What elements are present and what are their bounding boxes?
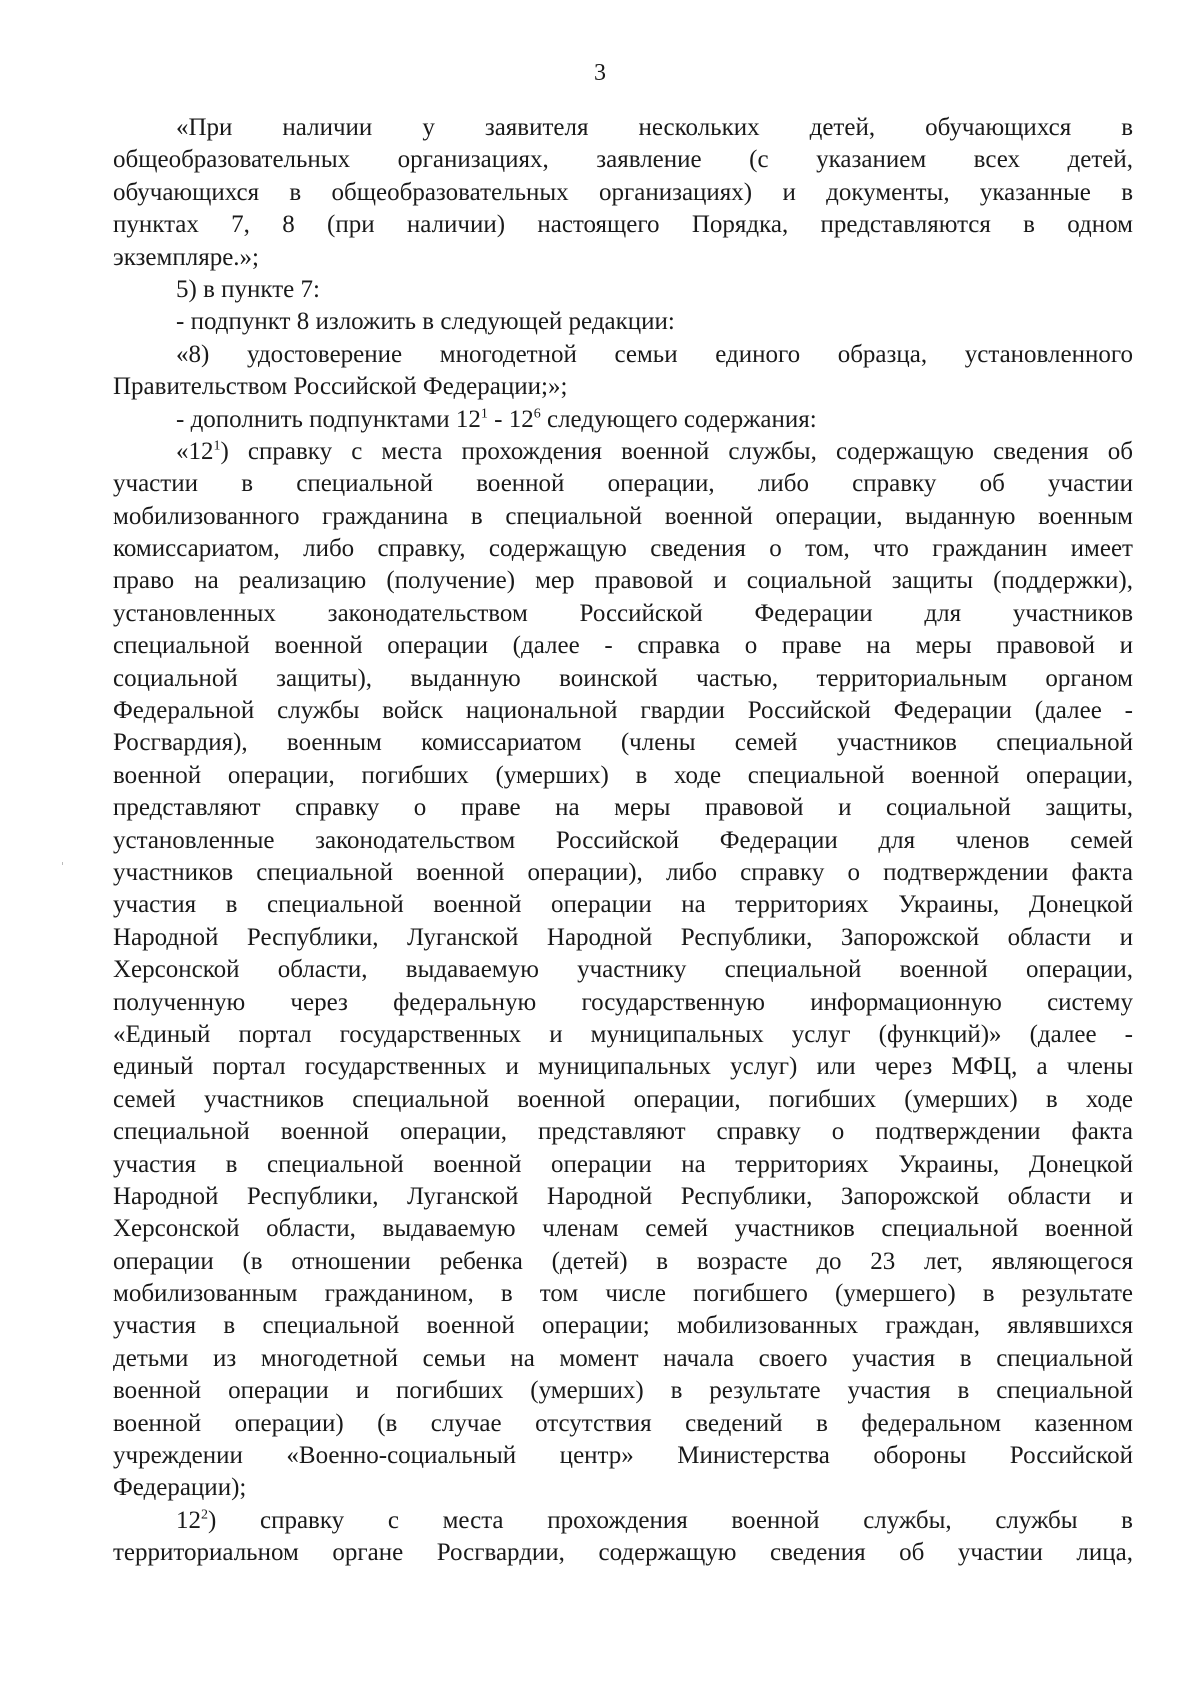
text-segment: военной операции, погибших (умерших) в ходе специальной военной операции, [113,761,1133,789]
text-line [113,889,1133,921]
text-line [113,371,1133,403]
superscript: 2 [201,1507,208,1523]
text-segment: Народной Республики, Луганской Народной Республики, Запорожской области и [113,923,1133,951]
text-segment: Народной Республики, Луганской Народной Республики, Запорожской области и [113,1182,1133,1210]
superscript: 1 [213,438,221,454]
text-segment: Росгвардия), военным комиссариатом (члены семей участников специальной [113,729,1133,757]
text-line [113,274,1133,306]
text-line [113,954,1133,986]
text-line [113,1278,1133,1310]
text-segment: специальной военной операции (далее - справка о праве на меры правовой и [113,632,1133,660]
text-line [113,630,1133,662]
text-line [113,177,1133,209]
text-line [113,792,1133,824]
text-segment: участия в специальной военной операции на территориях Украины, Донецкой [113,1150,1133,1178]
text-segment: 12 [176,1506,201,1534]
text-line [113,112,1133,144]
text-line [113,1537,1133,1569]
text-segment: общеобразовательных организациях, заявление (с указанием всех детей, [113,146,1133,174]
text-line [113,565,1133,597]
text-line [113,1505,1133,1537]
text-segment: участии в специальной военной операции, либо справку об участии [113,470,1133,498]
text-line [113,922,1133,954]
page-number: 3 [594,60,606,86]
text-line [113,1472,1133,1504]
text-segment: детьми из многодетной семьи на момент начала своего участия в специальной [113,1344,1133,1372]
text-segment: представляют справку о праве на меры правовой и социальной защиты, [113,794,1133,822]
text-line [113,1116,1133,1148]
text-segment: единый портал государственных и муниципальных услуг) или через МФЦ, а члены [113,1053,1133,1081]
text-line [113,1181,1133,1213]
document-body [113,112,1133,1570]
text-segment: - дополнить подпунктами 12 [176,405,481,433]
text-line [113,242,1133,274]
text-line [113,339,1133,371]
text-segment: территориальном органе Росгвардии, содержащую сведения об участии лица, [113,1539,1133,1567]
text-line [113,727,1133,759]
text-segment: семей участников специальной военной операции, погибших (умерших) в ходе [113,1085,1133,1113]
text-segment: ) справку с места прохождения военной службы, службы в [208,1506,1133,1534]
text-segment: «8) удостоверение многодетной семьи единого образца, установленного [176,340,1133,368]
text-segment: ) справку с места прохождения военной службы, содержащую сведения об [220,437,1133,465]
text-segment: «Единый портал государственных и муниципальных услуг (функций)» (далее - [113,1020,1133,1048]
text-segment: участия в специальной военной операции; мобилизованных граждан, являвшихся [113,1312,1133,1340]
text-segment: военной операции и погибших (умерших) в результате участия в специальной [113,1377,1133,1405]
text-segment: участия в специальной военной операции на территориях Украины, Донецкой [113,891,1133,919]
text-line [113,760,1133,792]
text-segment: 5) в пункте 7: [176,275,320,303]
text-segment: мобилизованным гражданином, в том числе погибшего (умершего) в результате [113,1280,1133,1308]
text-segment: мобилизованного гражданина в специальной военной операции, выданную военным [113,502,1133,530]
text-line [113,1375,1133,1407]
text-segment: Херсонской области, выдаваемую членам семей участников специальной военной [113,1215,1133,1243]
text-line [113,404,1133,436]
text-segment: «12 [176,437,214,465]
text-line [113,1213,1133,1245]
text-segment: Херсонской области, выдаваемую участнику специальной военной операции, [113,956,1133,984]
text-line [113,1408,1133,1440]
text-segment: учреждении «Военно-социальный центр» Министерства обороны Российской [113,1442,1133,1470]
text-segment: следующего содержания: [540,405,817,433]
text-segment: операции (в отношении ребенка (детей) в возрасте до 23 лет, являющегося [113,1247,1133,1275]
text-line [113,825,1133,857]
text-line [113,1051,1133,1083]
text-segment: - подпункт 8 изложить в следующей редакции: [176,308,675,336]
scan-mark [62,862,63,865]
text-line [113,533,1133,565]
text-segment: обучающихся в общеобразовательных организациях) и документы, указанные в [113,178,1133,206]
text-line [113,598,1133,630]
text-segment: пунктах 7, 8 (при наличии) настоящего Порядка, представляются в одном [113,211,1133,239]
text-segment: установленные законодательством Российской Федерации для членов семей [113,826,1133,854]
text-line [113,1084,1133,1116]
text-line [113,1246,1133,1278]
text-line [113,209,1133,241]
text-line [113,1310,1133,1342]
text-line [113,144,1133,176]
text-segment: право на реализацию (получение) мер правовой и социальной защиты (поддержки), [113,567,1133,595]
text-segment: Правительством Российской Федерации;»; [113,373,568,401]
text-segment: полученную через федеральную государственную информационную систему [113,988,1133,1016]
text-segment: экземпляре.»; [113,243,259,271]
text-line [113,857,1133,889]
text-line [113,987,1133,1019]
text-segment: участников специальной военной операции), либо справку о подтверждении факта [113,858,1133,886]
text-segment: специальной военной операции, представляют справку о подтверждении факта [113,1118,1133,1146]
text-segment: военной операции) (в случае отсутствия сведений в федеральном казенном [113,1409,1133,1437]
text-line [113,468,1133,500]
superscript: 6 [533,406,541,422]
superscript: 1 [480,406,488,422]
text-line [113,663,1133,695]
text-line [113,306,1133,338]
text-segment: Федеральной службы войск национальной гвардии Российской Федерации (далее - [113,697,1133,725]
text-segment: установленных законодательством Российской Федерации для участников [113,599,1133,627]
text-segment: Федерации); [113,1474,247,1502]
text-line [113,1019,1133,1051]
text-segment: социальной защиты), выданную воинской частью, территориальным органом [113,664,1133,692]
text-line [113,695,1133,727]
text-segment: комиссариатом, либо справку, содержащую сведения о том, что гражданин имеет [113,535,1133,563]
text-line [113,1343,1133,1375]
text-line [113,1149,1133,1181]
text-line [113,501,1133,533]
text-line [113,1440,1133,1472]
text-segment: «При наличии у заявителя нескольких детей, обучающихся в [176,114,1133,141]
text-line [113,436,1133,468]
text-segment: - 12 [487,405,534,433]
